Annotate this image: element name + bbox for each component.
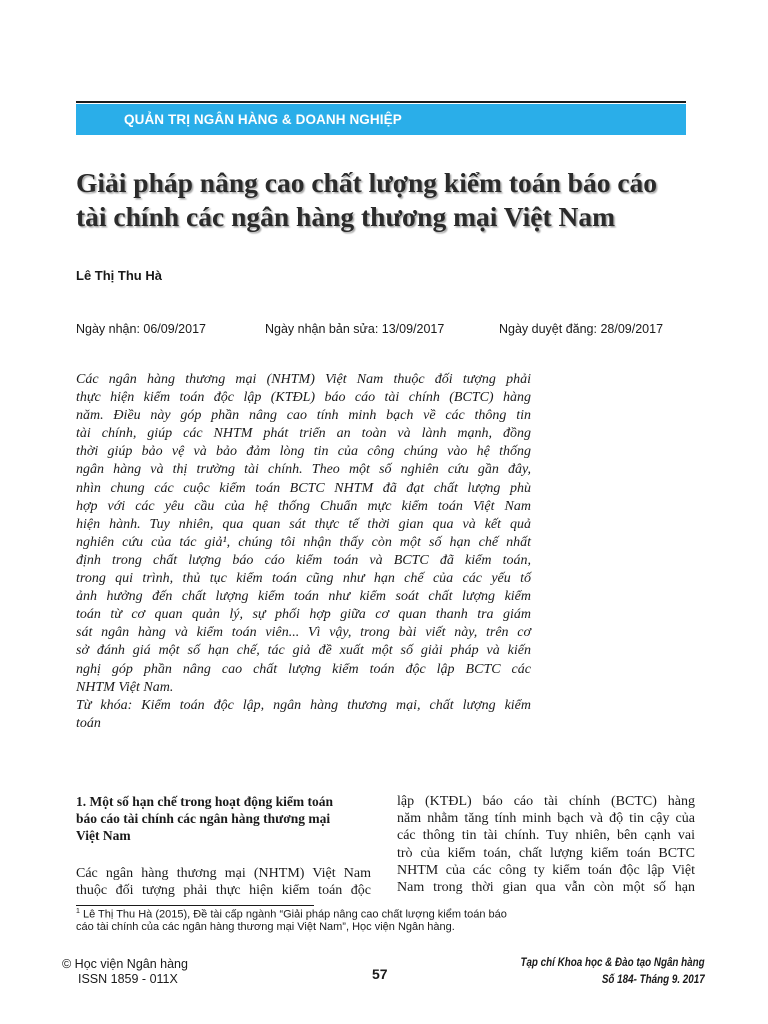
abstract-line: nghị góp phần nâng cao chất lượng kiểm toán độc lập BCTC các [76,661,531,677]
abstract-line: năm. Điều này góp phần nâng cao tính minh bạch về các thông tin [76,408,531,424]
publisher-name: © Học viện Ngân hàng [62,957,188,971]
body-line: lập (KTĐL) báo cáo tài chính (BCTC) hàng [397,794,695,809]
publisher-info [62,957,188,987]
page-number: 57 [372,966,388,982]
abstract-line: sở đánh giá một số hạn chế, tác giả đề xuất một số giải pháp và kiến [76,643,531,659]
section-banner: QUẢN TRỊ NGÂN HÀNG & DOANH NGHIỆP [76,104,686,135]
abstract-line: tài chính, giúp các NHTM phát triển an toàn và lành mạnh, đồng [76,426,531,442]
author-name: Lê Thị Thu Hà [76,268,162,283]
header-rule [76,101,686,103]
article-title [76,166,716,234]
abstract [76,371,531,733]
footnote-text: Lê Thị Thu Hà (2015), Đề tài cấp ngành “Giải pháp nâng cao chất lượng kiểm toán báo [82,908,507,921]
body-line: các thông tin tài chính. Tuy nhiên, bên cạnh vai [397,828,695,844]
section-heading [76,793,371,844]
date-received: Ngày nhận: 06/09/2017 [76,322,206,336]
journal-name: Tạp chí Khoa học & Đào tạo Ngân hàng [520,955,705,969]
abstract-line: NHTM Việt Nam. [76,679,174,695]
abstract-line: thực hiện kiểm toán độc lập (KTĐL) báo cáo tài chính (BCTC) hàng [76,390,531,406]
footnote-marker: 1 [76,908,80,915]
footnote-line [76,906,556,921]
body-paragraph [397,793,695,896]
body-line: năm nhằm tăng tính minh bạch và độ tin cậy của [397,811,695,827]
abstract-line: Các ngân hàng thương mại (NHTM) Việt Nam thuộc đối tượng phải [76,372,531,387]
journal-info [521,954,705,988]
issn: ISSN 1859 - 011X [78,972,178,986]
keywords-line: toán [76,715,101,731]
date-accepted: Ngày duyệt đăng: 28/09/2017 [499,322,664,336]
article-title-line: Giải pháp nâng cao chất lượng kiểm toán báo cáo [76,167,658,198]
footnote [76,906,556,934]
body-column-left [76,793,371,899]
section-heading-line: báo cáo tài chính các ngân hàng thương mại [76,811,331,826]
abstract-line: sát ngân hàng và kiểm toán viên... Vì vậy, trong bài viết này, trên cơ [76,625,531,641]
body-line: trò của kiểm toán, chất lượng kiểm toán BCTC [397,845,695,861]
body-line: Nam trong thời gian qua vẫn còn một số hạn [397,880,695,896]
body-line: NHTM của các công ty kiểm toán độc lập Việt [397,862,695,878]
abstract-line: hợp với các yêu cầu của hệ thống Chuẩn mực kiểm toán Việt Nam [76,498,531,514]
footnote-line: cáo tài chính của các ngân hàng thương mại Việt Nam”, Học viện Ngân hàng. [76,921,455,934]
keywords-line: Từ khóa: Kiểm toán độc lập, ngân hàng thương mại, chất lượng kiểm [76,697,531,713]
body-line: Các ngân hàng thương mại (NHTM) Việt Nam [76,866,371,881]
abstract-line: hiện hành. Tuy nhiên, qua quan sát thực tế thời gian qua và kết quả [76,516,531,532]
abstract-line: ảnh hưởng đến chất lượng kiểm toán như kiểm soát chất lượng kiểm [76,589,531,605]
body-paragraph [76,865,371,899]
abstract-line: thời giúp bảo vệ và bảo đảm lòng tin của công chúng vào hệ thống [76,444,531,460]
date-revised: Ngày nhận bản sửa: 13/09/2017 [265,322,445,336]
abstract-line: trong qui trình, thủ tục kiểm toán cũng như hạn chế của các yếu tố [76,571,531,587]
abstract-line: toán từ cơ quan quản lý, sự phối hợp giữa cơ quan thanh tra giám [76,607,531,623]
body-column-right [397,793,695,896]
abstract-line: định trong chất lượng báo cáo kiểm toán và BCTC đã kiểm toán, [76,552,531,568]
abstract-line: nghiên cứu của tác giả¹, chúng tôi nhận thấy còn một số hạn chế nhất [76,534,531,550]
abstract-line: nhìn chung các cuộc kiểm toán BCTC NHTM đã đạt chất lượng phù [76,480,531,496]
body-line: thuộc đối tượng phải thực hiện kiểm toán độc [76,883,371,899]
journal-issue: Số 184- Tháng 9. 2017 [602,972,705,986]
section-heading-line: Việt Nam [76,828,131,843]
section-heading-line: 1. Một số hạn chế trong hoạt động kiểm toán [76,794,334,809]
article-title-line: tài chính các ngân hàng thương mại Việt Nam [76,201,616,232]
abstract-line: ngân hàng và thị trường tài chính. Theo một số nghiên cứu gần đây, [76,462,531,478]
